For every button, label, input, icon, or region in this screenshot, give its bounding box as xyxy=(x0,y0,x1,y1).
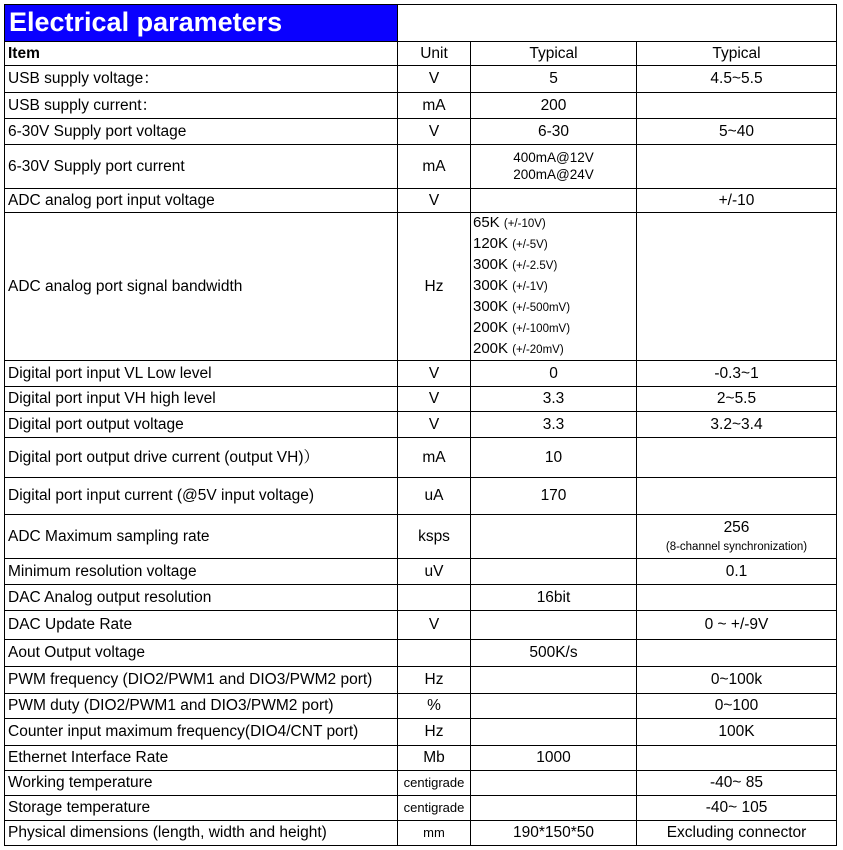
param-range: 4.5~5.5 xyxy=(637,66,837,93)
header-row xyxy=(5,42,837,66)
param-unit xyxy=(398,640,471,667)
param-typical xyxy=(471,771,637,796)
param-range: Excluding connector xyxy=(637,821,837,846)
param-typical: 1000 xyxy=(471,746,637,771)
param-name: 6-30V Supply port current xyxy=(5,145,398,189)
table-row xyxy=(5,189,837,213)
param-name: PWM duty (DIO2/PWM1 and DIO3/PWM2 port) xyxy=(5,694,398,719)
param-range xyxy=(637,93,837,119)
bandwidth-value: 65K xyxy=(473,214,500,231)
table-row xyxy=(5,478,837,515)
param-unit: ksps xyxy=(398,515,471,559)
table-row xyxy=(5,412,837,438)
param-name: Working temperature xyxy=(5,771,398,796)
bandwidth-range: (+/-5V) xyxy=(512,239,548,251)
param-name: DAC Analog output resolution xyxy=(5,585,398,611)
param-typical xyxy=(471,559,637,585)
param-typical: 6-30 xyxy=(471,119,637,145)
param-range: -0.3~1 xyxy=(637,361,837,387)
table-row xyxy=(5,559,837,585)
param-range xyxy=(637,438,837,478)
header-typical-range: Typical xyxy=(637,42,837,66)
param-name: USB supply current： xyxy=(5,93,398,119)
param-range: 100K xyxy=(637,719,837,746)
param-name: Physical dimensions (length, width and height) xyxy=(5,821,398,846)
sheet-title: Electrical parameters xyxy=(5,5,398,42)
table-row xyxy=(5,515,837,559)
param-unit: V xyxy=(398,189,471,213)
param-name: Ethernet Interface Rate xyxy=(5,746,398,771)
title-blank-cell xyxy=(398,5,837,42)
table-row xyxy=(5,796,837,821)
param-unit: mA xyxy=(398,438,471,478)
table-row xyxy=(5,361,837,387)
bandwidth-value: 300K xyxy=(473,298,509,315)
param-typical xyxy=(471,189,637,213)
param-name: Digital port output voltage xyxy=(5,412,398,438)
param-range: 5~40 xyxy=(637,119,837,145)
param-typical: 3.3 xyxy=(471,387,637,412)
param-typical: 170 xyxy=(471,478,637,515)
header-item: Item xyxy=(5,42,398,66)
table-row xyxy=(5,119,837,145)
param-name: Digital port input VH high level xyxy=(5,387,398,412)
table-row xyxy=(5,438,837,478)
electrical-parameters-sheet xyxy=(4,4,837,846)
param-range: -40~ 85 xyxy=(637,771,837,796)
param-range: 0 ~ +/-9V xyxy=(637,611,837,640)
bandwidth-range: (+/-100mV) xyxy=(512,323,571,335)
param-unit: Hz xyxy=(398,667,471,694)
param-unit: centigrade xyxy=(398,771,471,796)
param-typical: 500K/s xyxy=(471,640,637,667)
param-name: USB supply voltage： xyxy=(5,66,398,93)
param-unit: Hz xyxy=(398,719,471,746)
param-range: 2~5.5 xyxy=(637,387,837,412)
typical-line: 200mA@24V xyxy=(513,167,594,183)
table-row xyxy=(5,213,837,361)
table-row xyxy=(5,746,837,771)
param-name: Minimum resolution voltage xyxy=(5,559,398,585)
param-unit: V xyxy=(398,66,471,93)
param-unit: mA xyxy=(398,93,471,119)
bandwidth-range: (+/-10V) xyxy=(503,218,546,230)
table-row xyxy=(5,66,837,93)
param-unit: V xyxy=(398,361,471,387)
typical-line: 400mA@12V xyxy=(513,150,594,166)
param-name: Digital port input VL Low level xyxy=(5,361,398,387)
param-range xyxy=(637,213,837,361)
table-row xyxy=(5,771,837,796)
table-row xyxy=(5,667,837,694)
bandwidth-range: (+/-20mV) xyxy=(512,344,564,356)
range-main: 256 xyxy=(723,518,750,536)
param-typical xyxy=(471,694,637,719)
param-unit: mm xyxy=(398,821,471,846)
param-range xyxy=(637,585,837,611)
table-row xyxy=(5,719,837,746)
param-unit: mA xyxy=(398,145,471,189)
param-name: Digital port input current (@5V input voltage) xyxy=(5,478,398,515)
param-name: Digital port output drive current (output VH)） xyxy=(5,438,398,478)
param-range xyxy=(637,640,837,667)
header-typical: Typical xyxy=(471,42,637,66)
param-name: Storage temperature xyxy=(5,796,398,821)
param-range xyxy=(637,145,837,189)
title-row xyxy=(5,5,837,42)
param-typical: 200 xyxy=(471,93,637,119)
param-unit: uV xyxy=(398,559,471,585)
table-row xyxy=(5,611,837,640)
param-range: +/-10 xyxy=(637,189,837,213)
param-range: 0~100k xyxy=(637,667,837,694)
param-name: 6-30V Supply port voltage xyxy=(5,119,398,145)
param-unit: V xyxy=(398,119,471,145)
table-row xyxy=(5,145,837,189)
param-typical xyxy=(471,145,637,189)
param-name: PWM frequency (DIO2/PWM1 and DIO3/PWM2 port) xyxy=(5,667,398,694)
header-unit: Unit xyxy=(398,42,471,66)
bandwidth-value: 120K xyxy=(473,235,509,252)
bandwidth-value: 200K xyxy=(473,340,509,357)
param-typical: 190*150*50 xyxy=(471,821,637,846)
bandwidth-value: 300K xyxy=(473,256,509,273)
param-typical xyxy=(471,667,637,694)
param-range xyxy=(637,746,837,771)
bandwidth-range: (+/-1V) xyxy=(512,281,548,293)
parameters-table xyxy=(4,4,837,846)
param-unit: Mb xyxy=(398,746,471,771)
param-unit: Hz xyxy=(398,213,471,361)
bandwidth-list xyxy=(471,213,570,360)
param-range xyxy=(637,515,837,559)
bandwidth-value: 300K xyxy=(473,277,509,294)
bandwidth-value: 200K xyxy=(473,319,509,336)
bandwidth-range: (+/-2.5V) xyxy=(512,260,558,272)
param-typical xyxy=(471,611,637,640)
param-typical: 0 xyxy=(471,361,637,387)
param-unit: V xyxy=(398,387,471,412)
table-row xyxy=(5,387,837,412)
param-typical: 10 xyxy=(471,438,637,478)
param-unit xyxy=(398,585,471,611)
param-typical: 5 xyxy=(471,66,637,93)
param-name: DAC Update Rate xyxy=(5,611,398,640)
param-name: ADC analog port signal bandwidth xyxy=(5,213,398,361)
bandwidth-range: (+/-500mV) xyxy=(512,302,571,314)
param-name: Counter input maximum frequency(DIO4/CNT port) xyxy=(5,719,398,746)
table-row xyxy=(5,585,837,611)
param-name: Aout Output voltage xyxy=(5,640,398,667)
param-range: 0.1 xyxy=(637,559,837,585)
param-unit: V xyxy=(398,611,471,640)
param-range xyxy=(637,478,837,515)
param-typical xyxy=(471,796,637,821)
param-unit: uA xyxy=(398,478,471,515)
table-row xyxy=(5,694,837,719)
param-range: 0~100 xyxy=(637,694,837,719)
table-row xyxy=(5,93,837,119)
table-row xyxy=(5,821,837,846)
param-typical: 16bit xyxy=(471,585,637,611)
param-typical: 3.3 xyxy=(471,412,637,438)
range-note: (8-channel synchronization) xyxy=(665,540,808,553)
table-row xyxy=(5,640,837,667)
param-typical xyxy=(471,213,637,361)
param-unit: V xyxy=(398,412,471,438)
param-name: ADC Maximum sampling rate xyxy=(5,515,398,559)
param-range: 3.2~3.4 xyxy=(637,412,837,438)
param-range: -40~ 105 xyxy=(637,796,837,821)
param-unit: % xyxy=(398,694,471,719)
param-name: ADC analog port input voltage xyxy=(5,189,398,213)
param-typical xyxy=(471,719,637,746)
param-typical xyxy=(471,515,637,559)
param-unit: centigrade xyxy=(398,796,471,821)
